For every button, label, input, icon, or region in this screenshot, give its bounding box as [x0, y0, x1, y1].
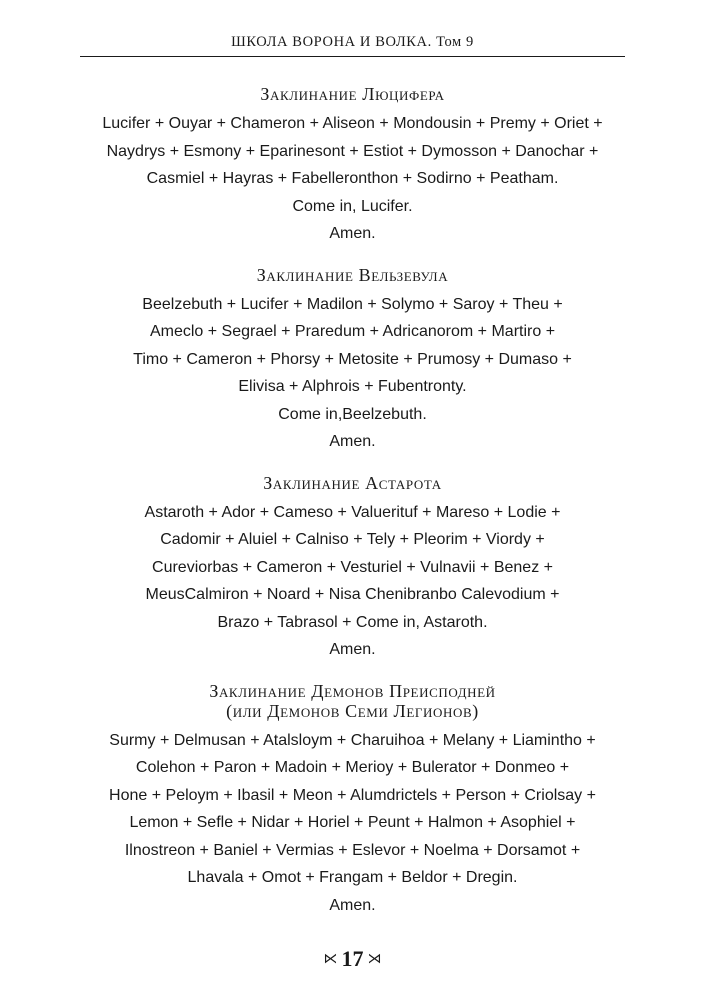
- incantation-line: Brazo + Tabrasol + Come in, Astaroth.: [217, 613, 488, 631]
- incantation-line: Amen.: [329, 641, 376, 658]
- incantation-line: Lhavala + Omot + Frangam + Beldor + Dregin.: [187, 869, 518, 886]
- running-header: ШКОЛА ВОРОНА И ВОЛКА. Том 9: [80, 34, 625, 57]
- incantation-line: Ameclo + Segrael + Praredum + Adricanorom + Martiro +: [149, 323, 556, 340]
- incantation-line: Come in, Lucifer.: [292, 197, 413, 215]
- incantation-line: Elivisa + Alphrois + Fubentronty.: [238, 378, 467, 395]
- incantation-line: Lucifer + Ouyar + Chameron + Aliseon + Mondousin + Premy + Oriet +: [102, 115, 603, 132]
- section-title: [60, 473, 645, 493]
- section-title-line: (или Демонов Семи Легионов): [226, 700, 479, 721]
- incantation-line: Timo + Cameron + Phorsy + Metosite + Prumosy + Dumaso +: [133, 350, 572, 368]
- section-title-line: Заклинание Демонов Преисподней: [209, 680, 496, 701]
- incantation-line: MeusCalmiron + Noard + Nisa Chenibranbo Calevodium +: [145, 586, 560, 603]
- spell-section: [60, 84, 645, 248]
- section-title: [60, 265, 645, 285]
- page-content: [60, 84, 645, 936]
- page-footer: [0, 946, 705, 972]
- section-title: [60, 84, 645, 104]
- book-title: ШКОЛА ВОРОНА И ВОЛКА: [231, 34, 428, 50]
- incantation-line: Hone + Peloym + Ibasil + Meon + Alumdrictels + Person + Criolsay +: [109, 786, 596, 804]
- spell-section: [60, 681, 645, 920]
- spell-section: [60, 473, 645, 664]
- incantation-line: Naydrys + Esmony + Eparinesont + Estiot + Dymosson + Danochar +: [106, 142, 599, 160]
- incantation-line: Come in,Beelzebuth.: [278, 405, 427, 423]
- section-title-line: Заклинание Астарота: [263, 472, 442, 493]
- incantation-line: Astaroth + Ador + Cameso + Valuerituf + Mareso + Lodie +: [144, 503, 561, 521]
- incantation-line: Casmiel + Hayras + Fabelleronthon + Sodirno + Peatham.: [146, 170, 559, 187]
- section-title-line: Заклинание Люцифера: [260, 84, 445, 104]
- spell-section: [60, 265, 645, 456]
- incantation-line: Colehon + Paron + Madoin + Merioy + Bulerator + Donmeo +: [135, 759, 570, 776]
- ornament-left-icon: ⋉: [323, 952, 338, 967]
- incantation-line: Beelzebuth + Lucifer + Madilon + Solymo + Saroy + Theu +: [142, 295, 563, 313]
- incantation-line: Cadomir + Aluiel + Calniso + Tely + Pleorim + Viordy +: [160, 531, 545, 548]
- incantation-line: Surmy + Delmusan + Atalsloym + Charuihoa + Melany + Liamintho +: [109, 731, 596, 749]
- volume-label: Том 9: [436, 34, 474, 50]
- section-title: [60, 681, 645, 721]
- ornament-right-icon: ⋊: [367, 952, 382, 967]
- incantation-line: Amen.: [329, 896, 376, 914]
- incantation-line: Ilnostreon + Baniel + Vermias + Eslevor + Noelma + Dorsamot +: [124, 841, 581, 859]
- incantation-line: Amen.: [329, 433, 376, 450]
- incantation-line: Amen.: [329, 225, 376, 242]
- section-title-line: Заклинание Вельзевула: [256, 264, 449, 285]
- incantation-line: Lemon + Sefle + Nidar + Horiel + Peunt + Halmon + Asophiel +: [129, 814, 576, 831]
- page-number: 17: [341, 946, 364, 971]
- incantation-line: Cureviorbas + Cameron + Vesturiel + Vulnavii + Benez +: [152, 558, 553, 576]
